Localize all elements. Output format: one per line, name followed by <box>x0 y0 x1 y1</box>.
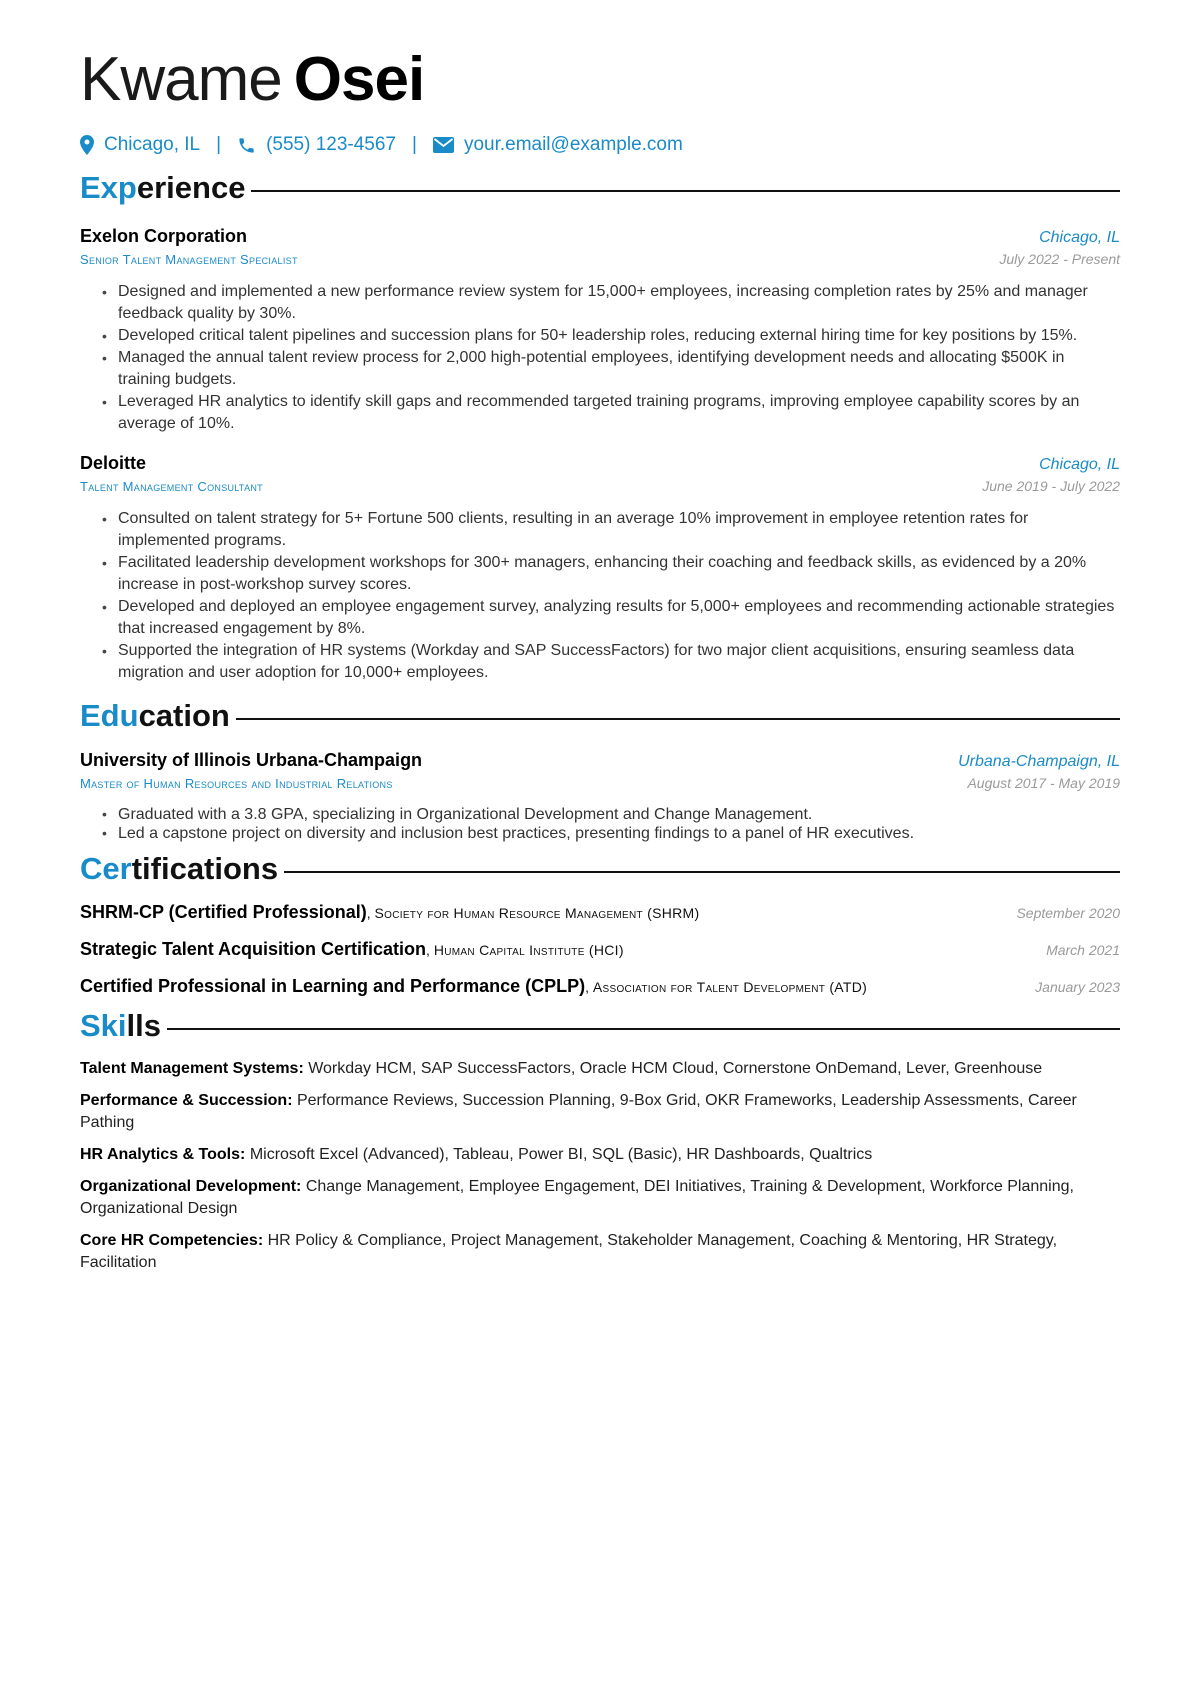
section-divider <box>284 871 1120 873</box>
certification-item: Certified Professional in Learning and Performance (CPLP), Association for Talent Development (ATD) January 2023 <box>80 976 1120 996</box>
school-location: Urbana-Champaign, IL <box>958 753 1120 770</box>
experience-entry <box>80 226 1120 435</box>
list-item: • Led a capstone project on diversity and inclusion best practices, presenting findings to a panel of HR executives. <box>118 824 1120 843</box>
section-title: Certifications <box>80 851 279 886</box>
list-item: • Graduated with a 3.8 GPA, specializing in Organizational Development and Change Management. <box>118 805 1120 824</box>
achievement-list <box>80 281 1120 435</box>
education-highlights <box>80 805 1120 843</box>
section-divider <box>167 1028 1120 1030</box>
skill-values: Performance Reviews, Succession Planning, 9-Box Grid, OKR Frameworks, Leadership Assessments, Career Pathing <box>80 1092 1077 1131</box>
skill-values: Workday HCM, SAP SuccessFactors, Oracle HCM Cloud, Cornerstone OnDemand, Lever, Greenhouse <box>308 1060 1043 1077</box>
school-name: University of Illinois Urbana-Champaign <box>80 750 423 770</box>
list-item: • Consulted on talent strategy for 5+ Fortune 500 clients, resulting in an average 10% improvement in employee retention rates for implemented programs. <box>118 508 1120 552</box>
list-item: • Developed critical talent pipelines and succession plans for 50+ leadership roles, reducing external hiring time for key positions by 15%. <box>118 325 1120 347</box>
achievement-list <box>80 508 1120 684</box>
job-title: Senior Talent Management Specialist <box>80 252 298 267</box>
job-dates: June 2019 - July 2022 <box>982 478 1120 494</box>
section-skills <box>80 1008 1120 1044</box>
phone-text: (555) 123-4567 <box>266 134 396 155</box>
experience-entry <box>80 453 1120 684</box>
list-item: • Supported the integration of HR systems (Workday and SAP SuccessFactors) for two major client acquisitions, ensuring seamless data migration and user adoption for 10,000+ employees. <box>118 640 1120 684</box>
certification-item: Strategic Talent Acquisition Certification, Human Capital Institute (HCI) March 2021 <box>80 939 1120 959</box>
map-pin-icon <box>80 135 94 155</box>
list-item: • Designed and implemented a new performance review system for 15,000+ employees, increasing completion rates by 25% and manager feedback quality by 30%. <box>118 281 1120 325</box>
section-title: Experience <box>80 170 246 205</box>
list-item: • Developed and deployed an employee engagement survey, analyzing results for 5,000+ employees and recommending actionable strategies that increased engagement by 8%. <box>118 596 1120 640</box>
employer-name: Exelon Corporation <box>80 226 248 246</box>
skill-category: Core HR Competencies: <box>80 1232 264 1249</box>
section-divider <box>251 190 1120 192</box>
section-education <box>80 698 1120 734</box>
education-dates: August 2017 - May 2019 <box>967 775 1120 791</box>
skill-row <box>80 1230 1120 1274</box>
phone-icon <box>237 136 256 155</box>
skill-values: Microsoft Excel (Advanced), Tableau, Power BI, SQL (Basic), HR Dashboards, Qualtrics <box>249 1146 873 1163</box>
list-item: • Managed the annual talent review process for 2,000 high-potential employees, identifying development needs and allocating $500K in training budgets. <box>118 347 1120 391</box>
first-name: Kwame <box>80 45 282 114</box>
certification-item: SHRM-CP (Certified Professional), Society for Human Resource Management (SHRM) September 2020 <box>80 902 1120 922</box>
skill-row <box>80 1058 1120 1080</box>
skill-row <box>80 1090 1120 1134</box>
contact-bar <box>80 130 1120 160</box>
skill-row <box>80 1144 1120 1166</box>
skill-values: HR Policy & Compliance, Project Management, Stakeholder Management, Coaching & Mentoring, HR Strategy, Facilitation <box>80 1232 1058 1271</box>
skill-category: Talent Management Systems: <box>80 1060 304 1077</box>
envelope-icon <box>433 137 454 153</box>
certification-date: March 2021 <box>1046 942 1120 958</box>
certification-issuer: Association for Talent Development (ATD) <box>592 979 868 995</box>
skill-category: Organizational Development: <box>80 1178 302 1195</box>
section-title: Education <box>80 698 230 733</box>
section-title: Skills <box>80 1008 161 1043</box>
contact-phone[interactable] <box>237 134 396 156</box>
certification-name: SHRM-CP (Certified Professional) <box>80 902 367 922</box>
job-location: Chicago, IL <box>1039 229 1120 246</box>
certification-name: Strategic Talent Acquisition Certification <box>80 939 427 959</box>
certification-issuer: Human Capital Institute (HCI) <box>433 942 624 958</box>
certification-date: September 2020 <box>1016 905 1120 921</box>
education-entry <box>80 750 1120 843</box>
email-text: your.email@example.com <box>463 134 683 155</box>
job-dates: July 2022 - Present <box>999 251 1120 267</box>
skill-values: Change Management, Employee Engagement, DEI Initiatives, Training & Development, Workforce Planning, Organizational Design <box>80 1178 1074 1217</box>
skill-category: Performance & Succession: <box>80 1092 293 1109</box>
last-name: Osei <box>293 45 425 114</box>
certification-date: January 2023 <box>1035 979 1120 995</box>
list-item: • Leveraged HR analytics to identify skill gaps and recommended targeted training programs, improving employee capability scores by an average of 10%. <box>118 391 1120 435</box>
list-item: • Facilitated leadership development workshops for 300+ managers, enhancing their coaching and feedback skills, as evidenced by a 20% increase in post-workshop survey scores. <box>118 552 1120 596</box>
job-location: Chicago, IL <box>1039 456 1120 473</box>
contact-location <box>80 134 200 156</box>
section-certifications <box>80 851 1120 887</box>
skill-row <box>80 1176 1120 1220</box>
contact-separator: | <box>412 134 417 155</box>
contact-separator: | <box>216 134 222 155</box>
certification-issuer: Society for Human Resource Management (SHRM) <box>374 905 700 921</box>
section-divider <box>236 718 1120 720</box>
skill-category: HR Analytics & Tools: <box>80 1146 246 1163</box>
certification-name: Certified Professional in Learning and Performance (CPLP) <box>80 976 586 996</box>
resume-page <box>80 0 1120 1274</box>
contact-email[interactable] <box>433 134 683 156</box>
location-text: Chicago, IL <box>104 134 201 155</box>
candidate-name <box>80 44 1120 116</box>
job-title: Talent Management Consultant <box>80 479 263 494</box>
section-experience <box>80 170 1120 206</box>
employer-name: Deloitte <box>80 453 147 473</box>
degree-title: Master of Human Resources and Industrial Relations <box>80 776 393 791</box>
